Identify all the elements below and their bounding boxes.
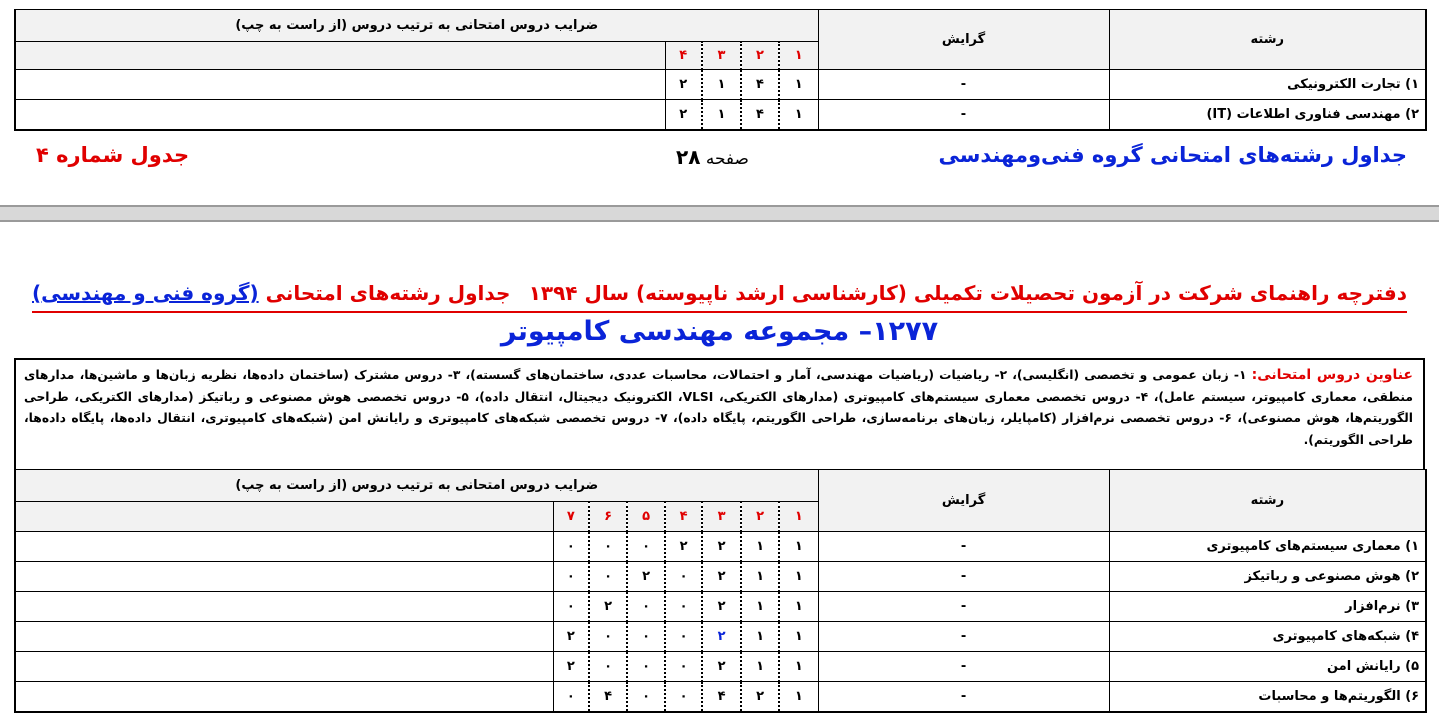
coefficient-cell: ۱ [779,592,818,622]
course-number-header: ۳ [702,42,741,70]
table-row-specialization: - [818,652,1109,682]
exam-subjects-text: ۱- زبان عمومی و تخصصی (انگلیسی)، ۲- ریاضیات (ریاضیات مهندسی، آمار و احتمالات، محاسبات عددی، ساختمان‌های گسسته)، ۳- دروس مشترک (ساختمان داده‌ها، نظریه زبان‌ها و ماشین‌ها، مدارهای منطقی، معماری کامپیوتر، سیستم عامل)، ۴- دروس تخصصی معماری سیستم‌های کامپیوتری (مدارهای الکتریکی، VLSI، الکترونیک دیجیتال، انتقال داده)، ۵- دروس تخصصی هوش مصنوعی و رباتیکز (مدارهای الکتریکی، طراحی الگوریتم‌ها، هوش مصنوعی)، ۶- دروس تخصصی نرم‌افزار (کامپایلر، زبان‌های برنامه‌سازی، طراحی الگوریتم، پایگاه داده)، ۷- دروس تخصصی شبکه‌های کامپیوتری و رایانش امن (شبکه‌های کامپیوتری، انتقال داده‌ها، پایگاه داده‌ها، طراحی الگوریتم). [24,368,1413,447]
table-row-field: ۲) هوش مصنوعی و رباتیکز [1109,562,1426,592]
empty-cell [15,592,553,622]
coefficient-cell: ۲ [702,532,741,562]
table-row-field: ۳) نرم‌افزار [1109,592,1426,622]
table-row-specialization: - [818,562,1109,592]
coefficient-cell: ۰ [665,622,702,652]
coefficient-cell: ۰ [589,562,627,592]
course-number-header: ۴ [665,42,702,70]
booklet-tables-label [32,281,510,305]
coefficient-cell: ۱ [741,532,779,562]
coefficient-cell: ۰ [627,532,665,562]
course-number-header: ۷ [553,502,589,532]
coefficient-cell: ۲ [553,652,589,682]
coefficient-cell: ۱ [779,622,818,652]
top-exam-table [14,9,1427,131]
group-label: (گروه فنی و مهندسی) [32,281,259,305]
course-number-header: ۱ [779,502,818,532]
table-row-specialization: - [818,70,1109,100]
specialization-header: گرایش [818,10,1109,70]
coefficient-cell: ۲ [702,562,741,592]
table-row-field: ۲) مهندسی فناوری اطلاعات (IT) [1109,100,1426,130]
course-number-header: ۳ [702,502,741,532]
coefficient-cell: ۲ [665,70,702,100]
page-number-value: ۲۸ [676,145,701,169]
coefficient-cell: ۱ [702,70,741,100]
empty-cell [15,652,553,682]
table-row-field: ۱) معماری سیستم‌های کامپیوتری [1109,532,1426,562]
coefficient-cell: ۱ [741,652,779,682]
coefficient-cell: ۰ [589,532,627,562]
empty-cell [15,562,553,592]
coefficients-header: ضرایب دروس امتحانی به ترتیب دروس (از راست به چپ) [15,470,818,502]
coefficient-cell: ۱ [779,682,818,712]
table-number: جدول شماره ۴ [36,143,190,167]
table-row-field: ۴) شبکه‌های کامپیوتری [1109,622,1426,652]
table-row-specialization: - [818,100,1109,130]
coefficient-cell: ۰ [627,622,665,652]
coefficient-cell: ۰ [553,682,589,712]
coefficient-cell: ۰ [665,562,702,592]
course-number-header: ۱ [779,42,818,70]
coefficient-cell: ۴ [702,682,741,712]
table-row-specialization: - [818,592,1109,622]
coefficient-cell: ۱ [779,100,818,130]
coefficients-header: ضرایب دروس امتحانی به ترتیب دروس (از راست به چپ) [15,10,818,42]
table-row-field: ۵) رایانش امن [1109,652,1426,682]
coefficient-cell: ۴ [741,70,779,100]
table-row-field: ۱) تجارت الکترونیکی [1109,70,1426,100]
specialization-header: گرایش [818,470,1109,532]
coefficient-cell: ۰ [627,652,665,682]
coefficient-cell: ۴ [741,100,779,130]
table-row-specialization: - [818,622,1109,652]
coefficient-cell: ۱ [779,562,818,592]
course-number-header: ۲ [741,502,779,532]
coefficient-cell: ۱ [741,622,779,652]
coefficient-cell: ۲ [741,682,779,712]
coefficient-cell: ۱ [702,100,741,130]
coefficient-cell: ۰ [553,592,589,622]
coefficient-cell: ۲ [702,622,741,652]
coefficient-cell: ۲ [589,592,627,622]
coefficient-cell: ۰ [627,592,665,622]
coefficient-cell: ۱ [779,532,818,562]
coefficient-cell: ۰ [665,652,702,682]
coefficient-cell: ۲ [702,652,741,682]
coefficient-cell: ۱ [779,70,818,100]
empty-cell [15,502,553,532]
footer-title: جداول رشته‌های امتحانی گروه فنی‌ومهندسی [938,143,1407,167]
field-header: رشته [1109,470,1426,532]
booklet-header [32,279,1407,313]
course-number-header: ۲ [741,42,779,70]
coefficient-cell: ۲ [665,532,702,562]
coefficient-cell: ۱ [741,592,779,622]
tables-label: جداول رشته‌های امتحانی [265,281,511,305]
coefficient-cell: ۰ [665,592,702,622]
empty-cell [15,100,665,130]
exam-subjects-label: عناوین دروس امتحانی: [1251,367,1413,383]
table-row-specialization: - [818,532,1109,562]
empty-cell [15,42,665,70]
booklet-title: دفترچه راهنمای شرکت در آزمون تحصیلات تکمیلی (کارشناسی ارشد ناپیوسته) سال ۱۳۹۴ [528,281,1407,305]
empty-cell [15,682,553,712]
coefficient-cell: ۰ [665,682,702,712]
page-title: ۱۲۷۷– مجموعه مهندسی کامپیوتر [500,316,939,347]
course-number-header: ۵ [627,502,665,532]
coefficient-cell: ۰ [627,682,665,712]
coefficient-cell: ۲ [702,592,741,622]
coefficient-cell: ۰ [589,652,627,682]
page-number [676,145,749,169]
table-row-specialization: - [818,682,1109,712]
page-label: صفحه [705,149,749,169]
empty-cell [15,622,553,652]
table-row-field: ۶) الگوریتم‌ها و محاسبات [1109,682,1426,712]
course-number-header: ۴ [665,502,702,532]
coefficient-cell: ۰ [553,562,589,592]
exam-subjects [14,358,1425,470]
coefficient-cell: ۲ [627,562,665,592]
coefficient-cell: ۲ [665,100,702,130]
coefficient-cell: ۰ [553,532,589,562]
coefficient-cell: ۱ [779,652,818,682]
field-header: رشته [1109,10,1426,70]
coefficient-cell: ۰ [589,622,627,652]
page-separator [0,205,1439,222]
empty-cell [15,70,665,100]
coefficient-cell: ۲ [553,622,589,652]
coefficient-cell: ۴ [589,682,627,712]
main-exam-table [14,469,1427,713]
coefficient-cell: ۱ [741,562,779,592]
course-number-header: ۶ [589,502,627,532]
empty-cell [15,532,553,562]
